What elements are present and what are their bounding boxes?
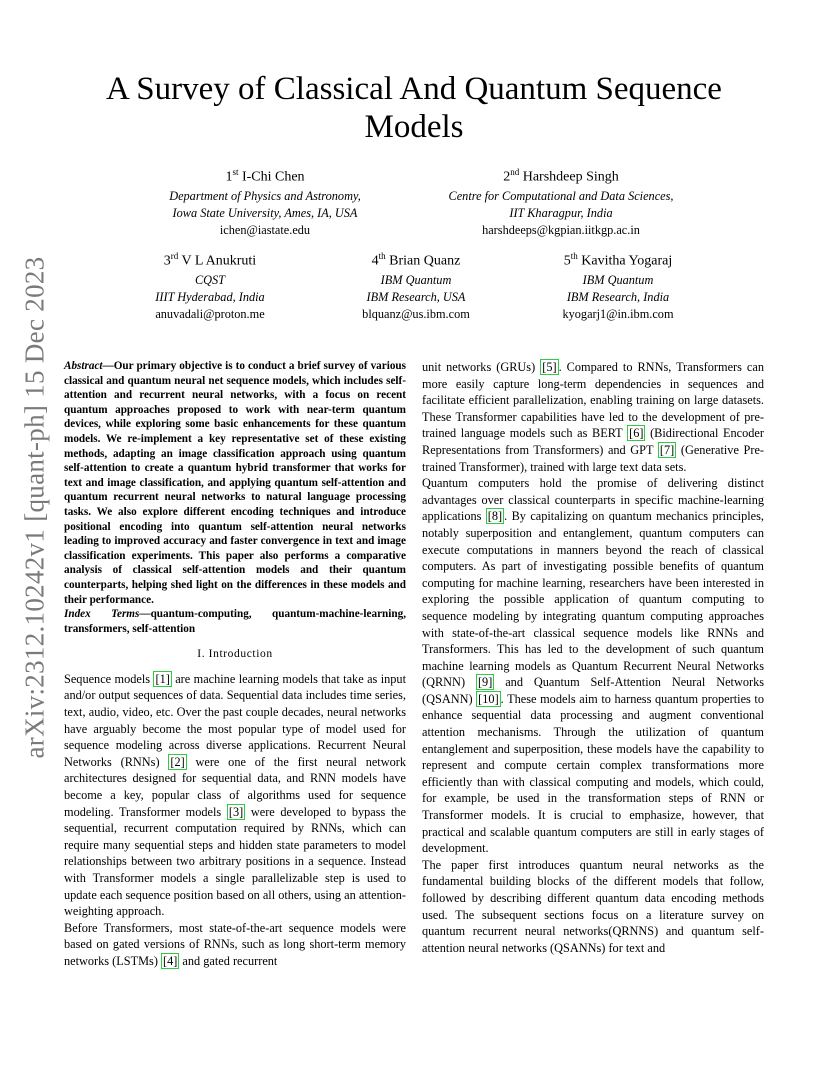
author-block-4 [334,247,498,323]
author-email: kyogarj1@in.ibm.com [562,306,674,321]
citation-link[interactable]: [4] [163,953,178,968]
left-column [64,359,406,970]
citation-link[interactable]: [9] [477,675,493,690]
right-body-text [422,359,764,956]
author-email: harshdeeps@kgpian.iitkgp.ac.in [482,222,640,237]
citation-link[interactable]: [5] [542,360,557,374]
section-heading: I. Introduction [197,648,273,661]
author-affiliation: IIIT Hyderabad, India [155,289,265,304]
text-run: (Bidirectional Encoder Representations from Transformers) and GPT [422,426,764,457]
text-run: are machine learning models that take as input and/or output sequences of data. Sequential data includes time series, text, audio, video, etc. Over the past couple decades, neural networks have arguably become the most popular type of model used for sequence modeling across diverse applications. Recurrent Neural Networks (RNNs) [64,671,406,769]
author-name: 1st I-Chi Chen [225,167,305,185]
arxiv-stamp-text: arXiv:2312.10242v1 [quant-ph] 15 Dec 2023 [19,256,50,759]
citation-link[interactable]: [3] [228,804,244,819]
body-paragraph [64,920,406,970]
citation-link[interactable]: [1] [155,671,170,686]
text-run: and gated recurrent [179,953,278,968]
text-run: and Quantum Self-Attention Neural Networks (QSANN) [422,675,765,706]
author-name: 2nd Harshdeep Singh [503,167,619,185]
body-paragraph [422,475,764,857]
body-paragraph [422,857,764,957]
abstract [64,359,406,607]
author-affiliation: Department of Physics and Astronomy, [169,188,361,203]
author-block-1 [130,163,400,239]
author-affiliation: Iowa State University, Ames, IA, USA [172,205,358,220]
text-run: . These models aim to harness quantum properties to enhance sequential data processing and augment conventional attention mechanisms. Through the utilization of quantum entanglement and superposition, these models have the capability to represent and compute certain complex transformations more efficiently than with classical computing and models, which could, for example, be used in the transformation steps of RNN or Transformer models. It is crucial to emphasize, however, that practical and scalable quantum computers are still in early stages of development. [422,691,764,856]
author-affiliation: Centre for Computational and Data Sciences, [448,188,674,203]
text-run: . Compared to RNNs, Transformers can more easily capture long-term dependencies in sequences and facilitate efficient parallelization, enabling training on large datasets. These Transformer capabilities have led to the development of pre-trained language models such as BERT [422,360,764,441]
abstract-text: —Our primary objective is to conduct a brief survey of various classical and quantum neural net sequence models, which includes self-attention and recurrent neural networks, with a focus on recent quantum approaches proposed to work with near-term quantum devices, while exploring some basic enhancements for these quantum models. We re-implement a key representative set of these existing methods, adapting an image classification approach using quantum self-attention to create a quantum hybrid transformer that works for text and image classification, and applying quantum self-attention and quantum recurrent neural networks to natural language processing tasks. We also explore different encoding techniques and introduce positional encoding into quantum self-attention neural networks leading to improved accuracy and faster convergence in text and image classification experiments. This paper also performs a comparative analysis of classical self-attention models and their quantum counterparts, helping shed light on the differences in these models and their performance. [64,360,406,606]
text-run: Sequence models [64,671,154,686]
author-email: anuvadali@proton.me [155,306,265,321]
author-email: ichen@iastate.edu [219,222,311,237]
author-affiliation: IBM Research, India [566,289,670,304]
text-run: Quantum computers hold the promise of delivering distinct advantages over classical counterparts in specific machine-learning applications [422,476,764,524]
citation-link[interactable]: [10] [478,691,499,706]
author-block-5 [528,247,708,323]
author-email: blquanz@us.ibm.com [362,306,470,321]
text-run: were developed to bypass the sequential, recurrent computation required by RNNs, which can require many sequential steps and hidden state parameters to model relationships between two arbitrary positions in a sequence. Instead with Transformer models a single parallelizable step is used to update each sequence position based on all others, using an attention-weighting approach. [64,804,406,919]
author-affiliation: IBM Research, USA [366,289,466,304]
citation-link[interactable]: [7] [659,442,675,457]
index-terms-text: —quantum-computing, quantum-machine-learning, transformers, self-attention [64,608,406,635]
author-block-2 [420,163,702,239]
citation-link[interactable]: [6] [629,426,644,441]
body-paragraph [422,359,764,475]
left-body-text [64,671,406,970]
paper-title: A Survey of Classical And Quantum Sequence Models [106,71,722,145]
index-terms [64,607,406,636]
author-affiliation: IIT Kharagpur, India [509,205,613,220]
right-column [422,359,764,956]
text-run: Before Transformers, most state-of-the-art sequence models were based on gated versions of RNNs, such as long short-term memory networks (LSTMs) [64,920,406,968]
citation-link[interactable]: [8] [487,509,503,524]
citation-link[interactable]: [2] [170,754,185,769]
author-affiliation: IBM Quantum [582,272,654,287]
author-affiliation: CQST [194,272,226,287]
author-name: 3rd V L Anukruti [163,251,257,269]
author-affiliation: IBM Quantum [380,272,452,287]
text-run: (Generative Pre-trained Transformer), trained with large text data sets. [422,442,764,474]
author-name: 4th Brian Quanz [371,251,461,269]
body-paragraph [64,671,406,920]
author-block-3 [130,247,290,323]
arxiv-identifier-stamp [18,235,52,780]
abstract-label: Abstract [64,360,103,372]
author-name: 5th Kavitha Yogaraj [563,251,673,269]
text-run: The paper first introduces quantum neural networks as the fundamental building blocks of the different models that follow, followed by describing different quantum data encoding methods used. The subsequent sections focus on a literature survey on quantum recurrent neural networks(QRNNS) and quantum self-attention neural networks (QSANNs) for text and [422,857,764,955]
index-terms-label: Index Terms [64,608,140,621]
text-run: were one of the first neural network architectures designed for sequential data, and RNN models have become a key, popular class of algorithms used for sequence modeling. Transformer models [64,754,406,819]
text-run: unit networks (GRUs) [422,360,541,374]
text-run: . By capitalizing on quantum mechanics principles, notably superposition and entanglement, quantum computers can execute computations in manners beyond the reach of classical computers. As part of investigating possible benefits of quantum computing for machine learning, researchers have been interested in exploring the possible application of quantum computing to sequence modeling by integrating quantum computing approaches with state-of-the-art classical sequence models like RNNs and Transformers. This has led to the development of such quantum machine learning models as Quantum Recurrent Neural Networks (QRNN) [422,509,764,690]
